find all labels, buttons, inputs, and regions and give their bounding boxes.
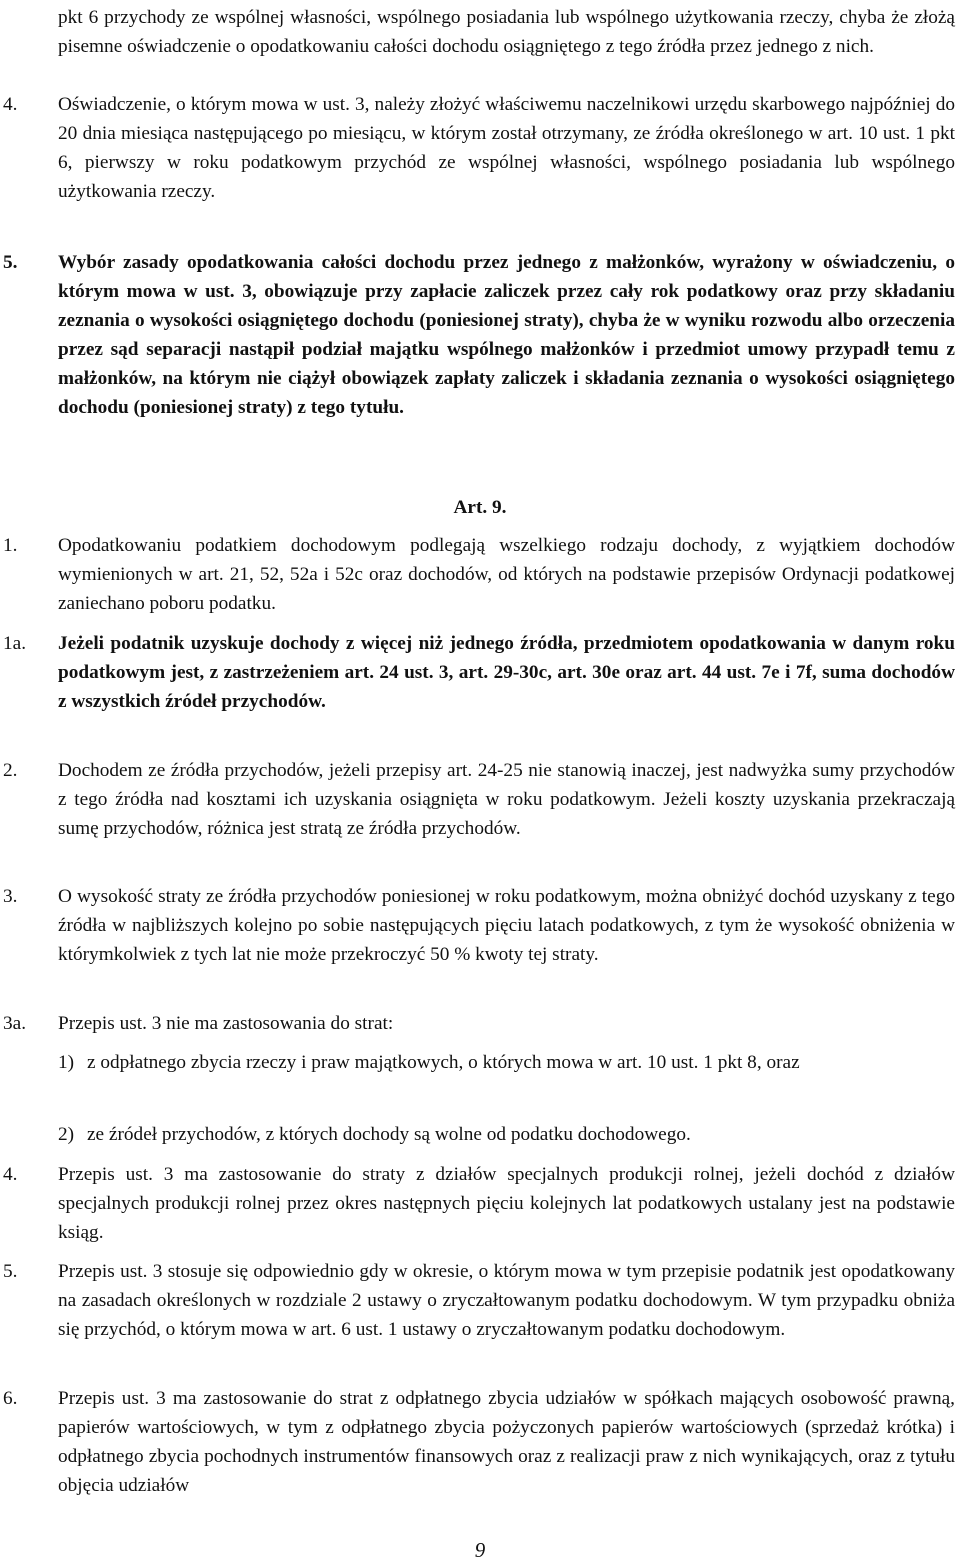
paragraph-number: 4. <box>3 1164 18 1185</box>
paragraph-continuation: pkt 6 przychody ze wspólnej własności, wspólnego posiadania lub wspólnego użytkowania rzeczy, chyba że złożą pisemne oświadczenie o opodatkowaniu całości dochodu osiągniętego z tego źródła przez jednego z nich. <box>58 7 955 57</box>
paragraph-number: 5. <box>3 252 18 273</box>
paragraph-number: 5. <box>3 1261 18 1282</box>
list-item: z odpłatnego zbycia rzeczy i praw majątkowych, o których mowa w art. 10 ust. 1 pkt 8, oraz <box>87 1052 800 1073</box>
page-number: 9 <box>474 1538 486 1562</box>
article-paragraph-1: Opodatkowaniu podatkiem dochodowym podlegają wszelkiego rodzaju dochody, z wyjątkiem dochodów wymienionych w art. 21, 52, 52a i 52c oraz dochodów, od których na podstawie przepisów Ordynacji podatkowej zaniechano poboru podatku. <box>58 535 955 614</box>
article-paragraph-3a: Przepis ust. 3 nie ma zastosowania do strat: <box>58 1013 394 1034</box>
paragraph-number: 3a. <box>3 1013 27 1034</box>
paragraph-number: 1. <box>3 535 18 556</box>
paragraph-number: 1a. <box>3 633 27 654</box>
list-item-number: 1) <box>58 1052 75 1073</box>
paragraph-4: Oświadczenie, o którym mowa w ust. 3, należy złożyć właściwemu naczelnikowi urzędu skarbowego najpóźniej do 20 dnia miesiąca następującego po miesiącu, w którym został otrzymany, ze źródła określonego w art. 10 ust. 1 pkt 6, pierwszy w roku podatkowym przychód ze wspólnej własności, wspólnego posiadania lub wspólnego użytkowania rzeczy. <box>58 94 955 202</box>
paragraph-number: 2. <box>3 760 18 781</box>
paragraph-number: 3. <box>3 886 18 907</box>
article-paragraph-5: Przepis ust. 3 stosuje się odpowiednio gdy w okresie, o którym mowa w tym przepisie podatnik jest opodatkowany na zasadach określonych w rozdziale 2 ustawy o zryczałtowanym podatku dochodowym. W tym przypadku obniża się przychód, o którym mowa w art. 6 ust. 1 ustawy o zryczałtowanym podatku dochodowym. <box>58 1261 955 1340</box>
list-item-number: 2) <box>58 1124 75 1145</box>
paragraph-number: 4. <box>3 94 18 115</box>
article-paragraph-1a: Jeżeli podatnik uzyskuje dochody z więcej niż jednego źródła, przedmiotem opodatkowania w danym roku podatkowym jest, z zastrzeżeniem art. 24 ust. 3, art. 29-30c, art. 30e oraz art. 44 ust. 7e i 7f, suma dochodów z wszystkich źródeł przychodów. <box>58 633 955 712</box>
article-paragraph-4: Przepis ust. 3 ma zastosowanie do straty z działów specjalnych produkcji rolnej, jeżeli dochód z działów specjalnych produkcji rolnej przez okres następnych pięciu kolejnych lat podatkowych ustalany jest na podstawie ksiąg. <box>58 1164 955 1243</box>
article-paragraph-6: Przepis ust. 3 ma zastosowanie do strat z odpłatnego zbycia udziałów w spółkach mających osobowość prawną, papierów wartościowych, w tym z odpłatnego zbycia pożyczonych papierów wartościowych (sprzedaż krótka) i odpłatnego zbycia pochodnych instrumentów finansowych oraz z realizacji praw z nich wynikających, oraz z tytułu objęcia udziałów <box>58 1388 955 1496</box>
article-heading: Art. 9. <box>453 497 507 518</box>
article-paragraph-3: O wysokość straty ze źródła przychodów poniesionej w roku podatkowym, można obniżyć dochód uzyskany z tego źródła w najbliższych kolejno po sobie następujących pięciu latach podatkowych, z tym że wysokość obniżenia w którymkolwiek z tych lat nie może przekroczyć 50 % kwoty tej straty. <box>58 886 955 965</box>
paragraph-number: 6. <box>3 1388 18 1409</box>
list-item: ze źródeł przychodów, z których dochody są wolne od podatku dochodowego. <box>87 1124 691 1145</box>
paragraph-5-bold: Wybór zasady opodatkowania całości dochodu przez jednego z małżonków, wyrażony w oświadczeniu, o którym mowa w ust. 3, obowiązuje przy zapłacie zaliczek przez cały rok podatkowy oraz przy składaniu zeznania o wysokości osiągniętego dochodu (poniesionej straty), chyba że w wyniku rozwodu albo orzeczenia przez sąd separacji nastąpił podział majątku wspólnego małżonków i przedmiot umowy przypadł temu z małżonków, na którym nie ciążył obowiązek zapłaty zaliczek i składania zeznania o wysokości osiągniętego dochodu (poniesionej straty) z tego tytułu. <box>58 252 955 418</box>
article-paragraph-2: Dochodem ze źródła przychodów, jeżeli przepisy art. 24-25 nie stanowią inaczej, jest nadwyżka sumy przychodów z tego źródła nad kosztami ich uzyskania osiągnięta w roku podatkowym. Jeżeli koszty uzyskania przekraczają sumę przychodów, różnica jest stratą ze źródła przychodów. <box>58 760 955 839</box>
